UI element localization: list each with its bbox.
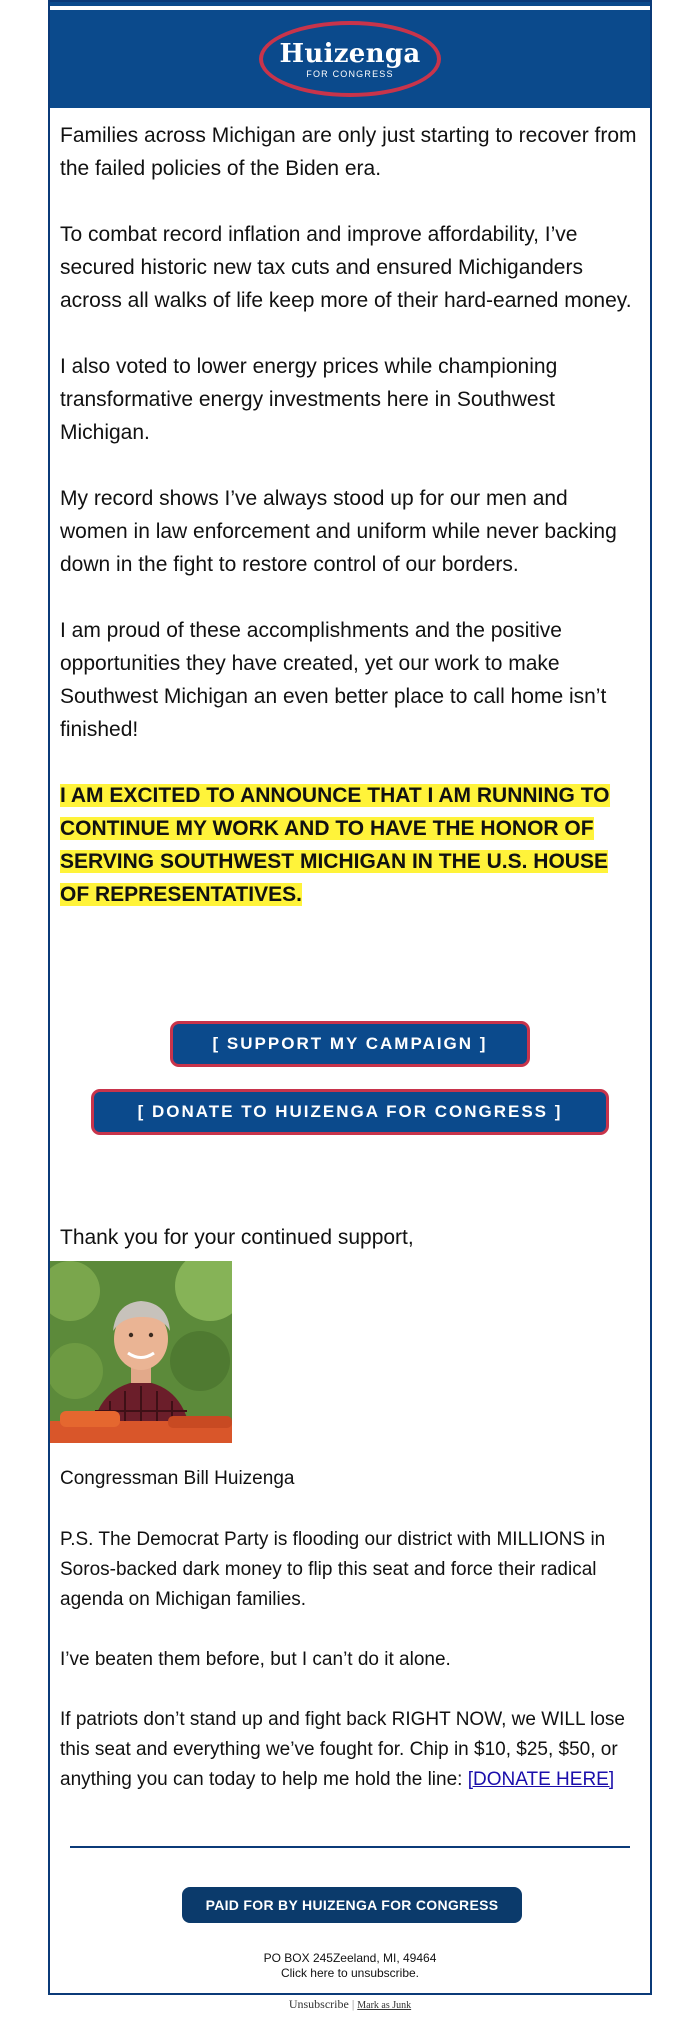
footer-divider	[70, 1846, 630, 1848]
thanks-text: Thank you for your continued support,	[60, 1226, 414, 1249]
ps-text: If patriots don’t stand up and fight back RIGHT NOW, we WILL lose this seat and everything we’ve fought for. Chip in $10, $25, $50, or anything you can today to help me hold the line:	[60, 1709, 625, 1790]
ps-paragraph: P.S. The Democrat Party is flooding our district with MILLIONS in Soros-backed dark money to flip this seat and force their radical agenda on Michigan families.	[60, 1529, 606, 1610]
donate-button-row	[50, 1089, 650, 1135]
thanks-block	[60, 1221, 640, 1254]
unsubscribe-link[interactable]: Unsubscribe	[288, 1997, 349, 2011]
ps-paragraph: I’ve beaten them before, but I can’t do it alone.	[60, 1649, 451, 1670]
footer-separator: |	[351, 1997, 355, 2011]
announcement-text: I AM EXCITED TO ANNOUNCE THAT I AM RUNNING TO CONTINUE MY WORK AND TO HAVE THE HONOR OF SERVING SOUTHWEST MICHIGAN IN THE U.S. HOUSE OF REPRESENTATIVES.	[60, 784, 610, 906]
support-button-row	[50, 1021, 650, 1067]
paid-for-badge: PAID FOR BY HUIZENGA FOR CONGRESS	[182, 1887, 522, 1923]
letter-body	[60, 119, 640, 911]
body-paragraph: I also voted to lower energy prices while championing transformative energy investments here in Southwest Michigan.	[60, 355, 558, 444]
logo-name: Huizenga	[279, 38, 421, 69]
mailing-address-block	[50, 1951, 650, 1981]
header-top-rule	[50, 2, 650, 6]
body-paragraph: To combat record inflation and improve affordability, I’ve secured historic new tax cuts and ensured Michiganders across all walks of life keep more of their hard-earned money.	[60, 223, 632, 312]
signature-block	[60, 1464, 640, 1494]
body-paragraph: I am proud of these accomplishments and the positive opportunities they have created, yet our work to make Southwest Michigan an even better place to call home isn’t finished!	[60, 619, 607, 741]
donate-button[interactable]: [ DONATE TO HUIZENGA FOR CONGRESS ]	[91, 1089, 609, 1135]
signature: Congressman Bill Huizenga	[60, 1468, 295, 1489]
body-paragraph: Families across Michigan are only just starting to recover from the failed policies of the Biden era.	[60, 124, 637, 180]
email-container	[48, 0, 652, 1995]
donate-here-link[interactable]: [DONATE HERE]	[467, 1769, 615, 1790]
ps-block	[60, 1525, 640, 1795]
body-paragraph: My record shows I’ve always stood up for our men and women in law enforcement and uniform while never backing down in the fight to restore control of our borders.	[60, 487, 617, 576]
announcement	[60, 779, 640, 911]
logo-subtitle: FOR CONGRESS	[306, 68, 394, 79]
mark-junk-link[interactable]: Mark as Junk	[357, 2000, 412, 2011]
mailing-address: PO BOX 245Zeeland, MI, 49464	[263, 1951, 437, 1965]
client-footer	[0, 1996, 700, 2014]
email-header	[50, 10, 650, 108]
campaign-logo	[259, 21, 441, 97]
unsubscribe-note[interactable]: Click here to unsubscribe.	[280, 1966, 420, 1980]
ps-paragraph	[60, 1705, 640, 1795]
candidate-photo	[50, 1261, 232, 1443]
support-campaign-button[interactable]: [ SUPPORT MY CAMPAIGN ]	[170, 1021, 530, 1067]
